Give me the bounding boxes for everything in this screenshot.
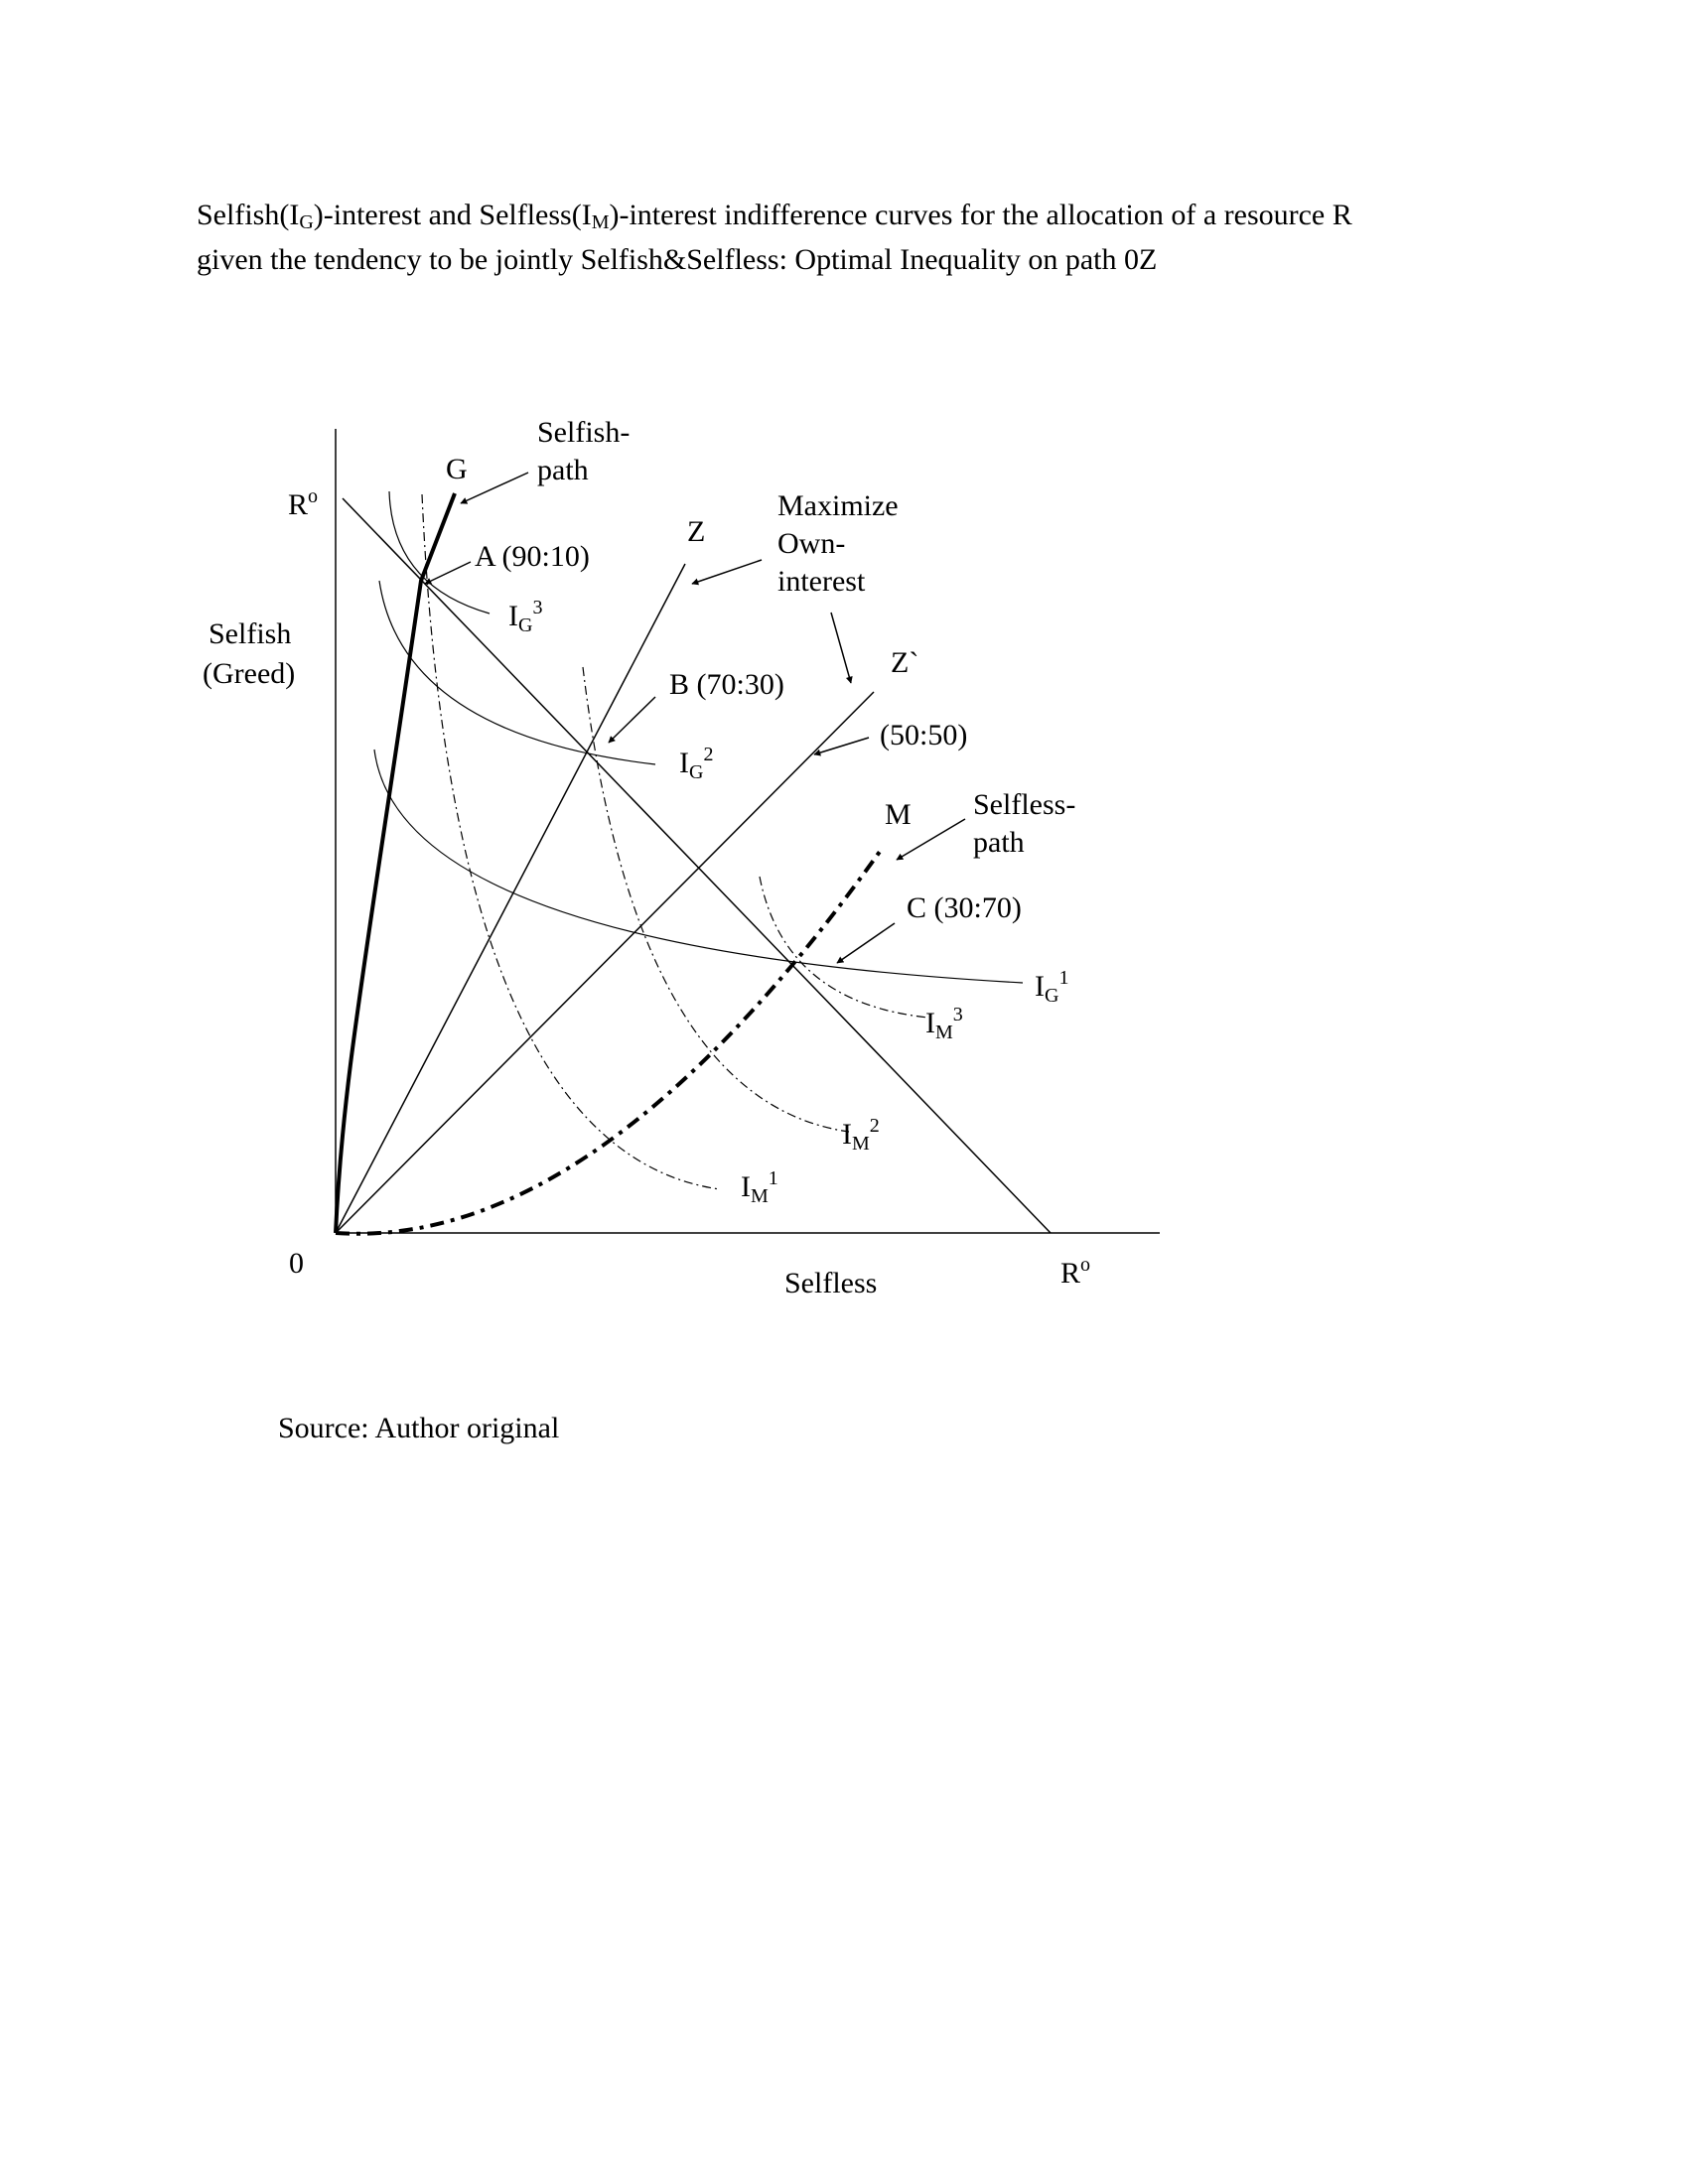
title-line1-a: Selfish(I xyxy=(197,199,300,231)
selfless-path-end-label: M xyxy=(885,798,912,831)
maximize-label-line1: Maximize xyxy=(777,489,899,522)
y-max-label: $R^o$ xyxy=(288,485,319,521)
origin-label: 0 xyxy=(289,1247,304,1280)
selfless-path-label-line2: path xyxy=(973,826,1025,859)
y-axis-label-line2: (Greed) xyxy=(203,657,296,690)
y-max-sup: o xyxy=(308,485,319,507)
x-max-sup: o xyxy=(1080,1254,1091,1276)
selfish-path-label-line2: path xyxy=(537,454,589,486)
selfish-path-end-label: G xyxy=(446,453,468,485)
budget-line xyxy=(343,498,1051,1233)
ray-z xyxy=(336,564,685,1233)
arrow-point-c xyxy=(837,923,895,963)
z-label: Z xyxy=(687,515,706,548)
title-line1-b: )-interest and Selfless(I xyxy=(313,199,592,231)
title-line1-c: )-interest indifference curves for the allocation of a resource R xyxy=(609,199,1352,231)
maximize-label-line2: Own- xyxy=(777,527,846,560)
ig3-label: $I_G^3$ xyxy=(508,597,543,636)
point-c-label: C (30:70) xyxy=(907,891,1022,924)
im2-label: $I_M^2$ xyxy=(842,1115,880,1155)
ig1-curve xyxy=(374,750,1023,983)
point-b-label: B (70:30) xyxy=(669,668,784,701)
arrow-point-b xyxy=(609,697,655,743)
title-sub-g: G xyxy=(299,211,314,233)
arrow-point-a xyxy=(425,562,471,584)
selfish-path-curve xyxy=(336,493,455,1233)
point-a-label: A (90:10) xyxy=(475,540,590,573)
arrow-selfish-path xyxy=(461,473,528,503)
im1-label: $I_M^1$ xyxy=(741,1167,778,1207)
title-line2: given the tendency to be jointly Selfish&Selfless: Optimal Inequality on path 0Z xyxy=(197,243,1158,276)
im2-curve xyxy=(583,667,849,1132)
source-note: Source: Author original xyxy=(278,1412,560,1444)
im3-curve xyxy=(760,877,928,1018)
x-axis-label: Selfless xyxy=(784,1267,878,1299)
y-axis-label-line1: Selfish xyxy=(209,617,292,650)
selfless-path-curve xyxy=(336,849,882,1234)
x-max-label: $R^o$ xyxy=(1060,1254,1091,1290)
arrow-maximize-z xyxy=(692,560,762,584)
arrow-maximize-z-prime xyxy=(831,613,851,683)
ig2-label: $I_G^2$ xyxy=(679,744,714,783)
maximize-label-line3: interest xyxy=(777,565,866,598)
arrow-equal-split xyxy=(814,738,869,754)
z-prime-label: Z` xyxy=(891,646,919,679)
im3-label: $I_M^3$ xyxy=(925,1004,963,1043)
selfish-path-label-line1: Selfish- xyxy=(537,416,631,449)
selfless-path-label-line1: Selfless- xyxy=(973,788,1076,821)
equal-split-label: (50:50) xyxy=(880,719,968,751)
title-sub-m: M xyxy=(591,211,610,233)
ig1-label: $I_G^1$ xyxy=(1035,967,1069,1007)
